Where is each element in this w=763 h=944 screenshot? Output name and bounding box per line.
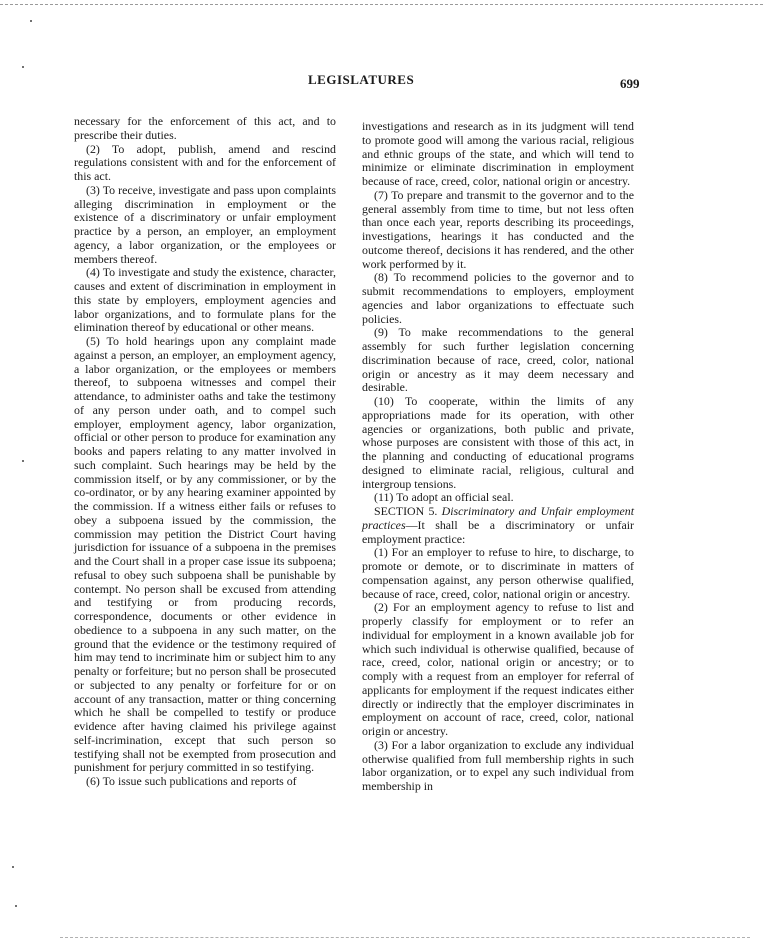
page-number: 699 bbox=[620, 76, 640, 91]
paragraph-item-4: (4) To investigate and study the existence, character, causes and extent of discrimination in employment in this state by employers, employment agencies and labor organizations, and to formulate plans for the elimination thereof by educational or other means. bbox=[74, 265, 336, 335]
paragraph-item-8: (8) To recommend policies to the governor and to submit recommendations to employers, employment agencies and labor organizations to effectuate such policies. bbox=[362, 270, 634, 326]
paragraph-item-9: (9) To make recommendations to the general assembly for such further legislation concerning discrimination because of race, creed, color, national origin or ancestry as it may deem necessary and desirable. bbox=[362, 325, 634, 395]
left-column bbox=[74, 115, 336, 789]
paragraph-item-2: (2) To adopt, publish, amend and rescind regulations consistent with and for the enforcement of this act. bbox=[74, 141, 336, 183]
running-head: LEGISLATURES bbox=[308, 72, 415, 87]
section-title: Discriminatory and Unfair employment practices bbox=[362, 504, 634, 532]
paragraph-continuation: investigations and research as in its judgment will tend to promote good will among the various racial, religious and ethnic groups of the state, and which will tend to minimize or eliminate discrimination in employment because of race, creed, color, national origin or ancestry. bbox=[362, 119, 634, 188]
section-5-heading bbox=[362, 505, 634, 546]
page-top-edge bbox=[0, 4, 763, 5]
paragraph-item-3: (3) To receive, investigate and pass upon complaints alleging discrimination in employment or the existence of a discriminatory or unfair employment practice by a person, an employer, an employment agency, a labor organization, or the employees or members thereof. bbox=[74, 182, 336, 266]
scan-speck bbox=[22, 66, 24, 68]
scan-speck bbox=[12, 866, 14, 868]
practice-item-2: (2) For an employment agency to refuse to list and properly classify for employment or to refer an individual for employment in a known available job for which such individual is otherwise qualified, because of race, creed, color, national origin or ancestry; or to comply with a request from an employer for referral of applicants for employment if the request indicates either directly or indirectly that the employer discriminates in employment on account of race, creed, color, national origin or ancestry. bbox=[362, 600, 634, 738]
right-column bbox=[362, 120, 634, 794]
section-label: SECTION 5. bbox=[374, 504, 438, 518]
paragraph-item-6: (6) To issue such publications and reports of bbox=[86, 774, 297, 788]
paragraph-item-5: (5) To hold hearings upon any complaint made against a person, an employer, an employment agency, a labor organization, or the employees or members thereof, to subpoena witnesses and compel their attendance, to administer oaths and take the testimony of any person under oath, and to compel such employer, employment agency, labor organization, official or other person to produce for examination any books and papers relating to any matter involved in such complaint. Such hearings may be held by the commission itself, or by any commissioner, or by the co-ordinator, or by any hearing examiner appointed by the commission. If a witness either fails or refuses to obey a subpoena issued by the commission, the commission may petition the District Court having jurisdiction for issuance of a subpoena in the premises and the Court shall in a proper case issue its subpoena; refusal to obey such subpoena shall be punishable by contempt. No person shall be excused from attending and testifying or from producing records, correspondence, documents or other evidence in obedience to a subpoena in any such matter, on the ground that the evidence or the testimony required of him may tend to incriminate him or subject him to any penalty or forfeiture; but no person shall be prosecuted or subjected to any penalty or forfeiture for or on account of any transaction, matter or thing concerning which he shall be compelled to testify or produce evidence after having claimed his privilege against self-incrimination, except that such person so testifying shall not be exempted from prosecution and punishment for perjury committed in so testifying. bbox=[74, 334, 336, 775]
practice-item-1: (1) For an employer to refuse to hire, to discharge, to promote or demote, or to discriminate in matters of compensation against, any person otherwise qualified, because of race, creed, color, national origin or ancestry. bbox=[362, 545, 634, 601]
practice-item-3: (3) For a labor organization to exclude any individual otherwise qualified from full membership rights in such labor organization, or to expel any such individual from membership in bbox=[362, 737, 634, 793]
paragraph-item-7: (7) To prepare and transmit to the governor and to the general assembly from time to time, but not less often than once each year, reports describing its proceedings, investigations, hearings it has conducted and the outcome thereof, decisions it has rendered, and the other work performed by it. bbox=[362, 187, 634, 271]
paragraph-item-11: (11) To adopt an official seal. bbox=[374, 490, 514, 505]
scan-speck bbox=[22, 460, 24, 462]
scan-speck bbox=[30, 20, 32, 22]
page-bottom-edge bbox=[60, 937, 750, 938]
section-lead: —It shall be a discriminatory or unfair employment practice: bbox=[362, 517, 634, 546]
paragraph-item-10: (10) To cooperate, within the limits of any appropriations made for its operation, with other agencies or organizations, both public and private, whose purposes are consistent with those of this act, in the planning and conducting of educational programs designed to eliminate racial, religious, cultural and intergroup tensions. bbox=[362, 394, 634, 491]
scan-speck bbox=[15, 905, 17, 907]
paragraph-continuation: necessary for the enforcement of this act, and to prescribe their duties. bbox=[74, 114, 336, 142]
